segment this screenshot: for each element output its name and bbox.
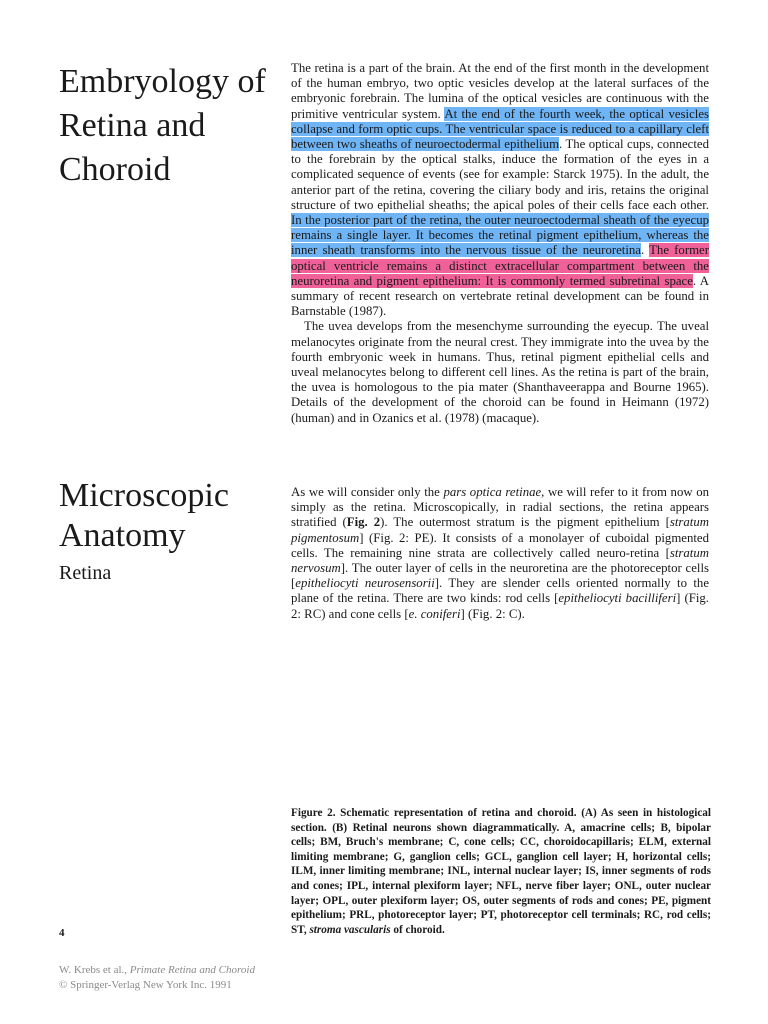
text-run: ] (Fig. 2: RC) and cone cells [ <box>291 591 710 621</box>
page-number: 4 <box>59 927 65 939</box>
text-run: As we will consider only the <box>291 485 444 499</box>
section-heading-microscopic-anatomy: Microscopic Anatomy <box>59 477 229 554</box>
footer-authors: W. Krebs et al., <box>59 964 130 976</box>
text-run: ]. The outer layer of cells in the neuroretina are the photoreceptor cells [ <box>291 561 709 591</box>
subsection-heading-retina: Retina <box>59 562 112 584</box>
latin-term: epitheliocyti bacilliferi <box>558 591 677 606</box>
highlight-blue-passage-1[interactable]: At the end of the fourth week, the optical vesicles collapse and form optic cups. The ventricular space is reduced to a capillary cleft between two sheaths of neuroectodermal epithelium <box>291 106 709 152</box>
embryology-section <box>291 61 709 426</box>
text-run: , we will refer to it from now on simply as the retina. Microscopically, in radial sections, the retina appears stratified ( <box>291 485 709 530</box>
latin-term: stratum pigmentosum <box>291 515 709 545</box>
text-run: . <box>640 243 650 258</box>
caption-latin-term: stroma vascularis <box>309 923 391 936</box>
latin-term: stratum nervosum <box>291 545 709 576</box>
latin-term: e. coniferi <box>408 606 461 621</box>
text-run: . The optical cups, connected to the forebrain by the optical stalks, induce the formation of the eyes in a complicated sequence of events (see for example: Starck 1975). In the adult, the anterior part of the retina, covering the ciliary body and iris, retains the original structure of two epithelial sheaths; the apical poles of their cells face each other. <box>291 137 709 212</box>
text-run: ]. They are slender cells oriented normally to the plane of the retina. There are two kinds: rod cells [ <box>291 576 710 606</box>
text-run: The retina is a part of the brain. At the end of the first month in the development of the human embryo, two optic vesicles develop at the lateral surfaces of the embryonic forebrain. The lumina of the optical vesicles are continuous with the primitive ventricular system. <box>291 61 709 121</box>
text-run: . A summary of recent research on vertebrate retinal development can be found in Barnstable (1987). <box>291 273 710 319</box>
caption-text: Figure 2. Schematic representation of retina and choroid. (A) As seen in histological section. (B) Retinal neurons shown diagrammatically. A, amacrine cells; B, bipolar cells; BM, Bruch's membrane; C, cone cells; CC, choroidocapillaris; ELM, external limiting membrane; G, ganglion cells; GCL, ganglion cell layer; H, horizontal cells; ILM, inner limiting membrane; INL, internal nuclear layer; IS, inner segments of rods and cones; IPL, internal plexiform layer; NFL, nerve fiber layer; ONL, outer nuclear layer; OPL, outer plexiform layer; OS, outer segments of rods and cones; PE, pigment epithelium; PRL, photoreceptor layer; PT, photoreceptor cell terminals; RC, rod cells; ST, <box>291 807 711 936</box>
latin-term: pars optica retinae <box>443 485 542 499</box>
figure-reference: Fig. 2 <box>346 515 381 530</box>
section-heading-embryology: Embryology of Retina and Choroid <box>59 63 266 188</box>
figure-caption <box>291 806 711 937</box>
footer-book-title: Primate Retina and Choroid <box>129 964 255 976</box>
caption-text: of choroid. <box>390 923 445 936</box>
embryology-paragraph-2: The uvea develops from the mesenchyme surrounding the eyecup. The uveal melanocytes originate from the neural crest. They immigrate into the uvea by the fourth embryonic week in humans. Thus, retinal pigment epithelial cells and uveal melanocytes belong to different cell lines. As the retina is part of the brain, the uvea is homologous to the pia mater (Shanthaveerappa and Bourne 1965). Details of the development of the choroid can be found in Heimann (1972) (human) and in Ozanics et al. (1978) (macaque). <box>291 319 709 425</box>
highlight-blue-passage-2[interactable]: In the posterior part of the retina, the outer neuroectodermal sheath of the eyecup remains a single layer. It becomes the retinal pigment epithelium, whereas the inner sheath transforms into the nervous tissue of the neuroretina <box>291 213 709 258</box>
footer-citation <box>59 963 255 993</box>
microscopic-paragraph <box>291 485 709 622</box>
text-run: ). The outermost stratum is the pigment epithelium [ <box>380 515 670 530</box>
microscopic-anatomy-section <box>291 485 709 622</box>
highlight-pink-passage[interactable]: The former optical ventricle remains a distinct extracellular compartment between the neuroretina and pigment epithelium: It is commonly termed subretinal space <box>291 243 709 288</box>
footer-copyright: © Springer-Verlag New York Inc. 1991 <box>59 979 232 991</box>
footer-authors-line <box>59 963 255 978</box>
text-run: ] (Fig. 2: C). <box>460 606 525 621</box>
latin-term: epitheliocyti neurosensorii <box>295 576 435 591</box>
embryology-paragraph-1 <box>291 61 709 319</box>
text-run: ] (Fig. 2: PE). It consists of a monolayer of cuboidal pigmented cells. The remaining nine strata are collectively called neuro-retina [ <box>291 530 709 560</box>
